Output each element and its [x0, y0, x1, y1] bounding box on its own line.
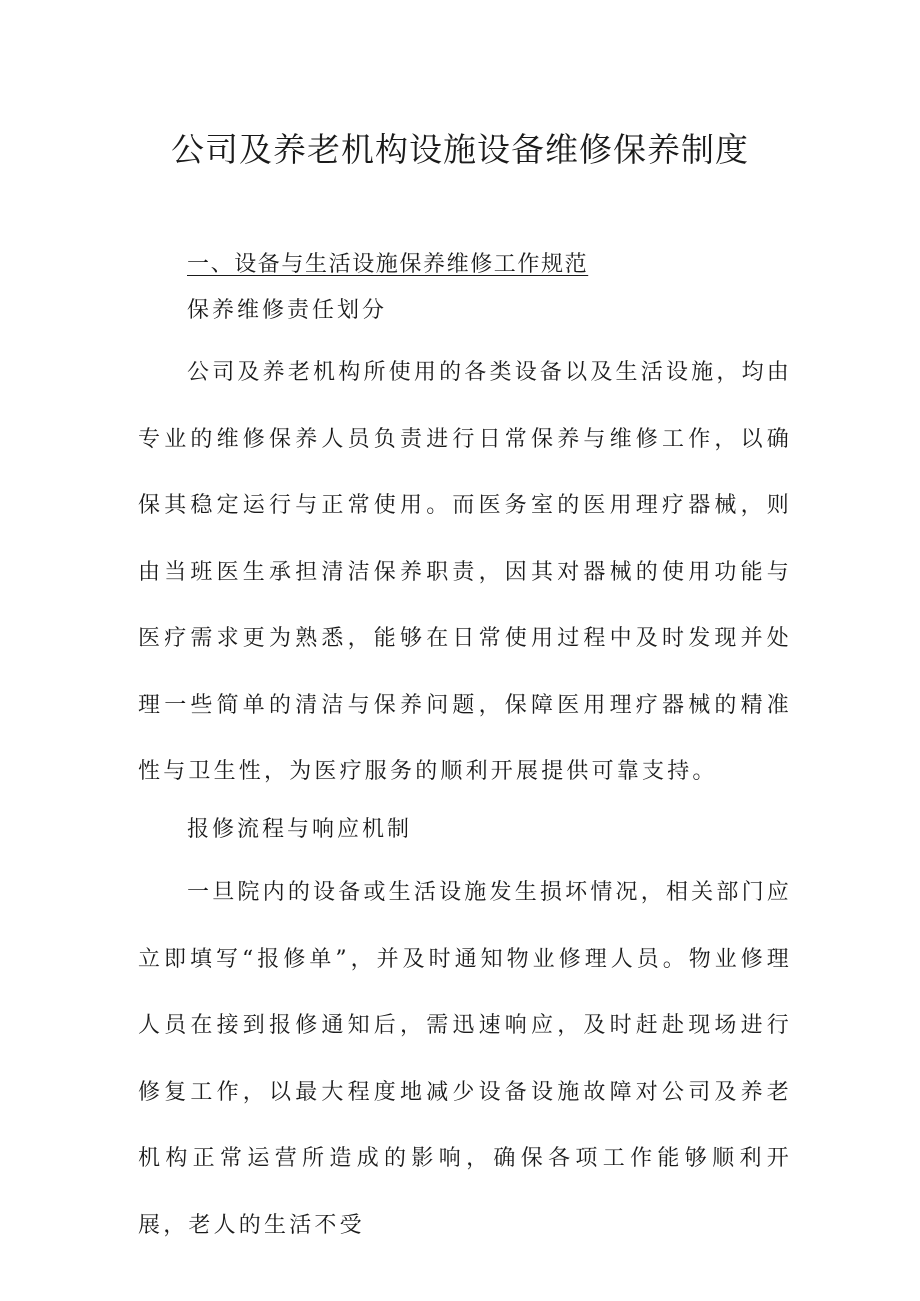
paragraph-responsibility: 公司及养老机构所使用的各类设备以及生活设施，均由专业的维修保养人员负责进行日常保养与维修工作，以确保其稳定运行与正常使用。而医务室的医用理疗器械，则由当班医生承担清洁保养职责，因其对器械的使用功能与医疗需求更为熟悉，能够在日常使用过程中及时发现并处理一些简单的清洁与保养问题，保障医用理疗器械的精准性与卫生性，为医疗服务的顺利开展提供可靠支持。: [138, 360, 792, 784]
subsection-heading-responsibility: 保养维修责任划分: [187, 298, 388, 323]
section-heading: 一、设备与生活设施保养维修工作规范: [187, 252, 589, 277]
paragraph-repair-process: 一旦院内的设备或生活设施发生损坏情况，相关部门应立即填写“报修单”，并及时通知物业修理人员。物业修理人员在接到报修通知后，需迅速响应，及时赶赴现场进行修复工作，以最大程度地减少设备设施故障对公司及养老机构正常运营所造成的影响，确保各项工作能够顺利开展，老人的生活不受: [138, 880, 792, 1238]
document-title: 公司及养老机构设施设备维修保养制度: [171, 130, 749, 169]
subsection-heading-repair-process: 报修流程与响应机制: [187, 817, 413, 842]
